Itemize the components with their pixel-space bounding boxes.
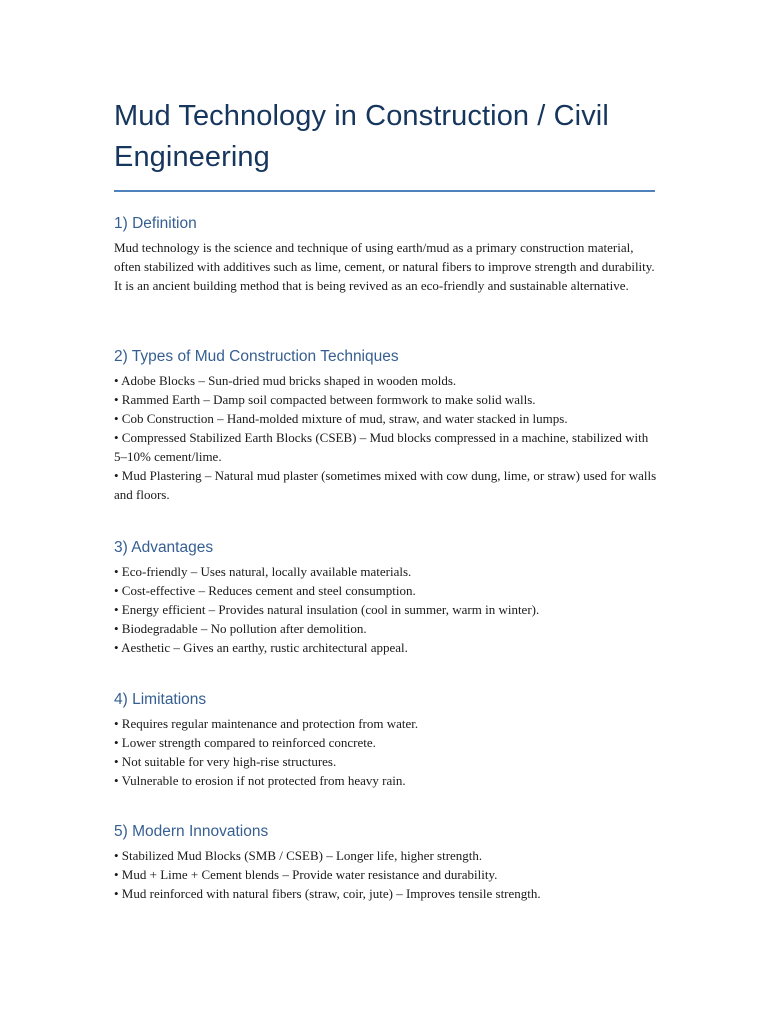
list-item: • Mud Plastering – Natural mud plaster (sometimes mixed with cow dung, lime, or straw) used for walls and floors.	[114, 468, 657, 502]
section-limitations	[114, 690, 659, 790]
list-item: • Adobe Blocks – Sun-dried mud bricks shaped in wooden molds.	[114, 373, 457, 388]
section-types	[114, 347, 659, 504]
section-heading: 4) Limitations	[114, 691, 207, 708]
list-item: • Rammed Earth – Damp soil compacted between formwork to make solid walls.	[114, 392, 536, 407]
title-divider	[114, 190, 655, 192]
list-item: • Eco-friendly – Uses natural, locally available materials.	[114, 564, 412, 579]
types-list	[114, 371, 659, 504]
document-page	[114, 96, 659, 901]
section-heading: 5) Modern Innovations	[114, 823, 269, 840]
list-item: • Stabilized Mud Blocks (SMB / CSEB) – Longer life, higher strength.	[114, 848, 483, 863]
list-item: • Cob Construction – Hand-molded mixture of mud, straw, and water stacked in lumps.	[114, 411, 568, 426]
advantages-list	[114, 562, 659, 657]
list-item: • Biodegradable – No pollution after demolition.	[114, 621, 367, 636]
section-heading: 3) Advantages	[114, 539, 214, 556]
section-heading: 2) Types of Mud Construction Techniques	[114, 348, 399, 365]
list-item: • Cost-effective – Reduces cement and steel consumption.	[114, 583, 416, 598]
document-title: Mud Technology in Construction / Civil Engineering	[114, 100, 609, 173]
limitations-list	[114, 714, 659, 790]
section-heading: 1) Definition	[114, 215, 197, 232]
list-item: • Vulnerable to erosion if not protected from heavy rain.	[114, 773, 406, 788]
list-item: • Compressed Stabilized Earth Blocks (CSEB) – Mud blocks compressed in a machine, stabilized with 5–10% cement/lime.	[114, 430, 649, 464]
list-item: • Not suitable for very high-rise structures.	[114, 754, 337, 769]
section-advantages	[114, 538, 659, 657]
list-item: • Energy efficient – Provides natural insulation (cool in summer, warm in winter).	[114, 602, 540, 617]
list-item: • Aesthetic – Gives an earthy, rustic architectural appeal.	[114, 640, 408, 655]
list-item: • Mud reinforced with natural fibers (straw, coir, jute) – Improves tensile strength.	[114, 886, 541, 901]
section-definition	[114, 214, 659, 295]
list-item: • Lower strength compared to reinforced concrete.	[114, 735, 376, 750]
definition-paragraph: Mud technology is the science and technique of using earth/mud as a primary construction material, often stabilized with additives such as lime, cement, or natural fibers to improve strength and durability. It is an ancient building method that is being revived as an eco-friendly and sustainable alternative.	[114, 240, 655, 293]
list-item: • Mud + Lime + Cement blends – Provide water resistance and durability.	[114, 867, 498, 882]
innovations-list	[114, 846, 659, 903]
section-innovations	[114, 822, 659, 903]
list-item: • Requires regular maintenance and protection from water.	[114, 716, 419, 731]
